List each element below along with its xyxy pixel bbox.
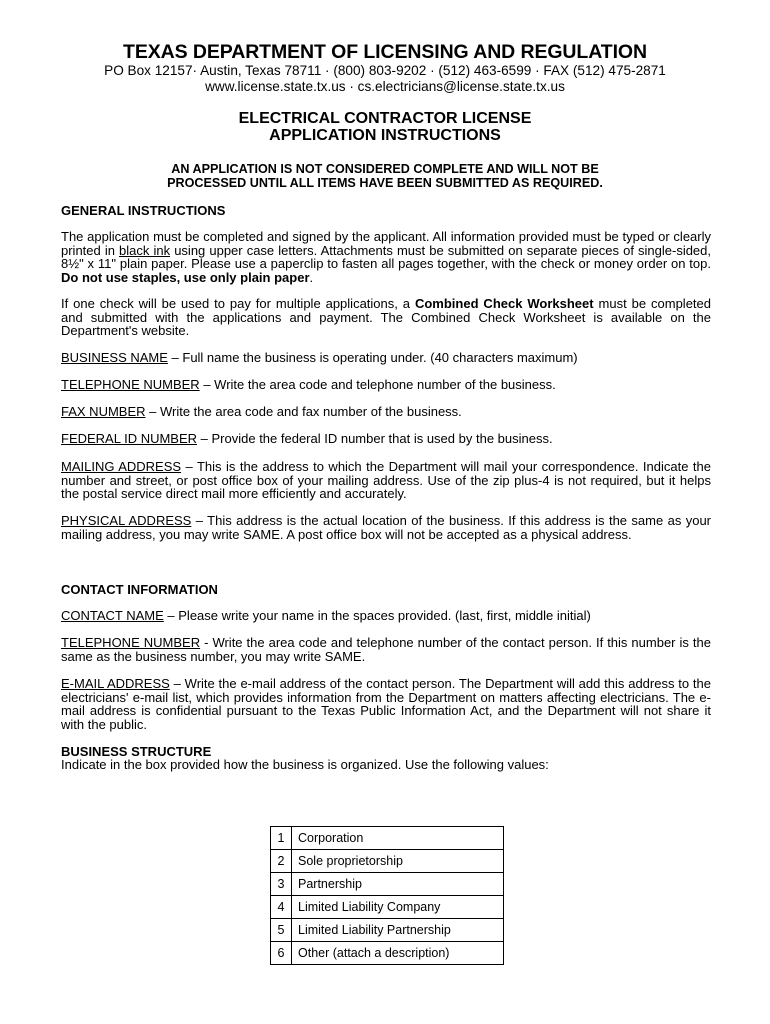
general-p2-text-a: If one check will be used to pay for multiple applications, a [61,296,415,311]
business-structure-table-body [271,827,504,965]
telephone-text: – Write the area code and telephone number of the business. [199,377,556,392]
notice-line2: PROCESSED UNTIL ALL ITEMS HAVE BEEN SUBMITTED AS REQUIRED. [167,176,603,190]
document-title-line2: APPLICATION INSTRUCTIONS [269,127,501,144]
table-row [271,942,504,965]
business-structure-table [270,826,504,965]
business-name-term: BUSINESS NAME [61,350,168,365]
structure-code: 6 [271,942,292,965]
general-p1-text-b: using upper case letters. Attachments must be submitted on separate pieces of single-sided, 8½" x 11" plain paper. Please use a paperclip to fasten all pages together, with the check or money order on top. [61,242,712,272]
combined-check-worksheet-bold: Combined Check Worksheet [414,296,594,311]
fax-instruction [61,405,711,419]
contact-name-term: CONTACT NAME [61,608,164,623]
general-p1-text-a: The application must be completed and signed by the applicant. All information provided must be typed or clearly printed in [61,229,711,258]
document-title-line1: ELECTRICAL CONTRACTOR LICENSE [238,110,532,127]
mailing-address-instruction [61,460,711,501]
contact-phone-text: - Write the area code and telephone number of the contact person. If this number is the same as the business number, you may write SAME. [61,635,711,664]
mailing-address-term: MAILING ADDRESS [61,459,182,474]
mailing-address-text: – This is the address to which the Department will mail your correspondence. Indicate the number and street, or post office box of your mailing address. Use of the zip plus-4 is not required, but it helps the postal service direct mail more efficiently and accurately. [61,459,711,502]
business-name-text: – Full name the business is operating under. (40 characters maximum) [167,350,578,365]
table-row [271,850,504,873]
fax-text: – Write the area code and fax number of the business. [145,404,462,419]
federal-id-term: FEDERAL ID NUMBER [61,431,198,446]
structure-label: Limited Liability Company [292,896,504,919]
general-p2-text-b: must be completed and submitted with the applications and payment. The Combined Check Worksheet is available on the Department's website. [61,296,711,339]
general-paragraph-1 [61,230,711,284]
email-address-term: E-MAIL ADDRESS [61,676,170,691]
email-address-text: – Write the e-mail address of the contact person. The Department will add this address to the electricians' e-mail list, which provides information from the Department on matters affecting electricians. The e-mail address is confidential pursuant to the Texas Public Information Act, and the Department will not share it with the public. [61,676,711,732]
physical-address-text: – This address is the actual location of the business. If this address is the same as your mailing address, you may write SAME. A post office box will not be accepted as a physical address. [61,513,712,542]
agency-address-line: PO Box 12157· Austin, Texas 78711 · (800) 803-9202 · (512) 463-6599 · FAX (512) 475-2871 [104,63,666,78]
fax-term: FAX NUMBER [61,404,146,419]
contact-phone-instruction [61,636,711,663]
business-structure-heading: BUSINESS STRUCTURE [61,744,212,759]
structure-label: Other (attach a description) [292,942,504,965]
structure-code: 4 [271,896,292,919]
general-paragraph-2 [61,297,711,338]
table-row [271,873,504,896]
structure-code: 3 [271,873,292,896]
telephone-term: TELEPHONE NUMBER [61,377,200,392]
contact-name-text: – Please write your name in the spaces provided. (last, first, middle initial) [163,608,591,623]
structure-code: 5 [271,919,292,942]
table-row [271,827,504,850]
physical-address-term: PHYSICAL ADDRESS [61,513,192,528]
structure-label: Limited Liability Partnership [292,919,504,942]
structure-code: 2 [271,850,292,873]
general-p1-end: . [309,269,314,285]
no-staples-bold: Do not use staples, use only plain paper [61,269,310,285]
general-instructions-heading: GENERAL INSTRUCTIONS [61,203,226,218]
physical-address-instruction [61,514,711,541]
structure-label: Corporation [292,827,504,850]
structure-label: Partnership [292,873,504,896]
structure-label: Sole proprietorship [292,850,504,873]
business-structure-intro: Indicate in the box provided how the business is organized. Use the following values: [61,757,549,772]
notice-line1: AN APPLICATION IS NOT CONSIDERED COMPLETE AND WILL NOT BE [171,162,599,176]
agency-web-line: www.license.state.tx.us · cs.electricians@license.state.tx.us [205,79,565,94]
contact-phone-term: TELEPHONE NUMBER [61,635,201,650]
agency-title: TEXAS DEPARTMENT OF LICENSING AND REGULATION [123,41,647,63]
email-address-instruction [61,677,711,731]
contact-information-heading: CONTACT INFORMATION [61,582,218,597]
structure-code: 1 [271,827,292,850]
contact-name-instruction [61,609,711,623]
business-name-instruction [61,351,711,365]
federal-id-instruction [61,432,711,446]
telephone-instruction [61,378,711,392]
federal-id-text: – Provide the federal ID number that is used by the business. [197,431,553,446]
table-row [271,919,504,942]
black-ink-underlined: black ink [119,242,171,258]
table-row [271,896,504,919]
